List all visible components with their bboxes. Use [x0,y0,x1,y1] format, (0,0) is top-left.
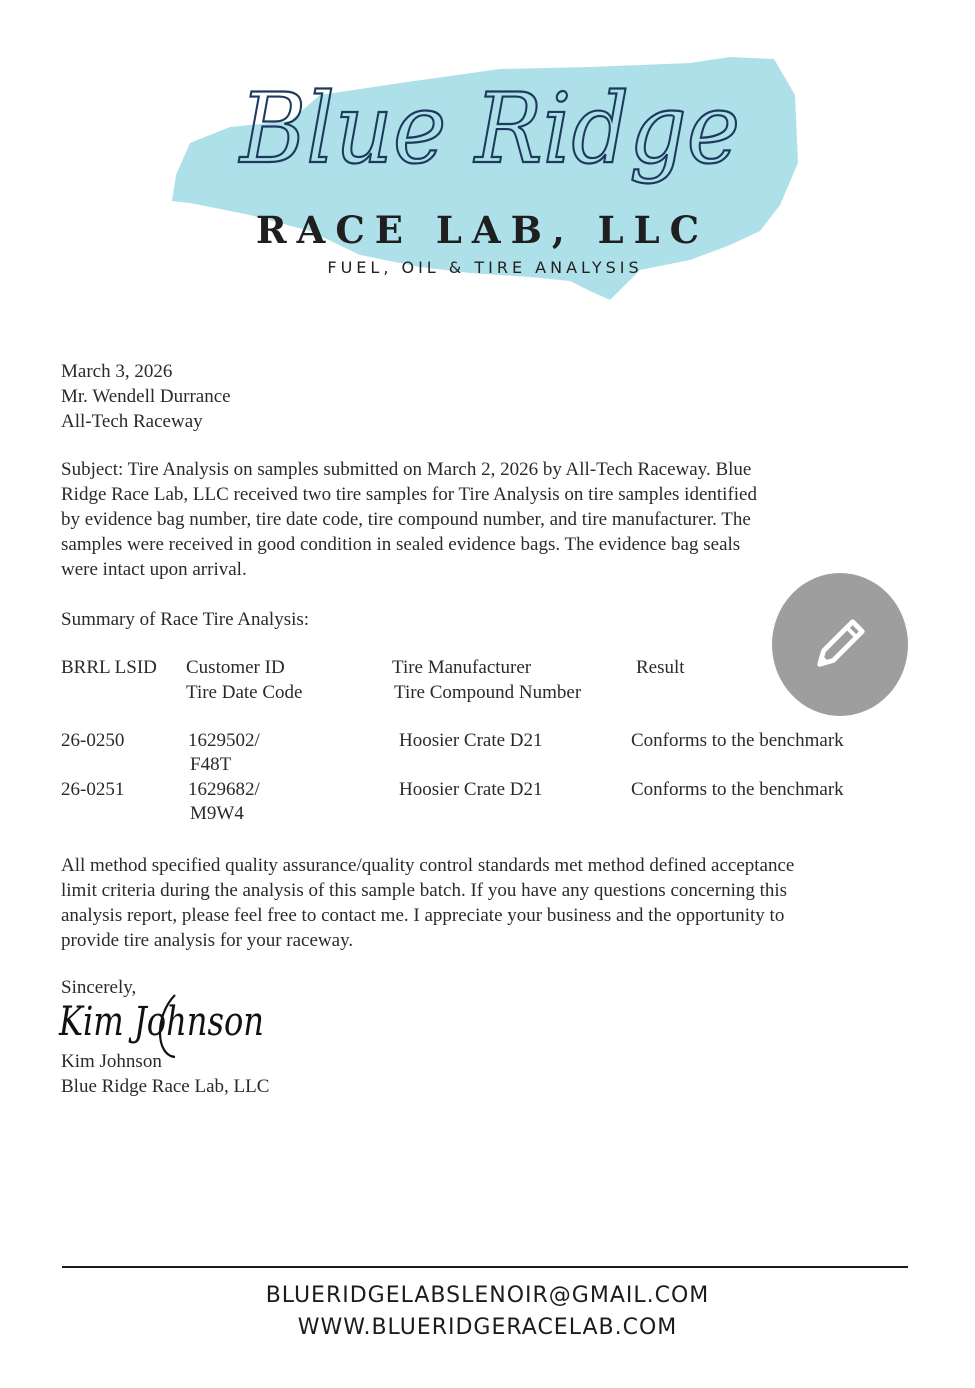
header-tire-date-code: Tire Date Code [186,682,303,703]
subject-line: Ridge Race Lab, LLC received two tire samples for Tire Analysis on tire samples identified [61,484,757,505]
cell-date-code: F48T [190,754,232,775]
subject-line: samples were received in good condition in sealed evidence bags. The evidence bag seals [61,534,741,555]
letter-date: March 3, 2026 [61,361,173,382]
logo-script-text: Blue Ridge [238,73,740,185]
closing-line: provide tire analysis for your raceway. [61,930,354,951]
cell-manufacturer: Hoosier Crate D21 [399,779,543,800]
cell-result: Conforms to the benchmark [631,730,844,751]
cell-lsid: 26-0251 [61,779,125,800]
valediction: Sincerely, [61,977,137,998]
subject-paragraph [61,457,901,582]
signer-organization: Blue Ridge Race Lab, LLC [61,1076,270,1097]
cell-result: Conforms to the benchmark [631,779,844,800]
cell-manufacturer: Hoosier Crate D21 [399,730,543,751]
subject-line: by evidence bag number, tire date code, tire compound number, and tire manufacturer. The [61,509,751,530]
closing-paragraph [61,853,901,953]
cell-customer-id: 1629682/ [188,779,260,800]
summary-heading: Summary of Race Tire Analysis: [61,609,310,630]
closing-line: All method specified quality assurance/quality control standards met method defined acceptance [61,855,795,876]
company-name: RACE LAB, LLC [255,208,710,252]
header-lsid: BRRL LSID [61,657,157,678]
cell-customer-id: 1629502/ [188,730,260,751]
pencil-icon [812,613,870,673]
cell-lsid: 26-0250 [61,730,125,751]
footer-divider [62,1266,908,1268]
closing-line: limit criteria during the analysis of this sample batch. If you have any questions concerning this [61,880,788,901]
edit-button[interactable] [772,573,908,716]
header-compound-number: Tire Compound Number [394,682,582,703]
closing-line: analysis report, please feel free to contact me. I appreciate your business and the opportunity to [61,905,785,926]
footer-email: BLUERIDGELABSLENOIR@GMAIL.COM [265,1283,710,1308]
letterhead [0,0,955,320]
signer-name: Kim Johnson [61,1051,162,1072]
header-customer-id: Customer ID [186,657,285,678]
table-row [0,728,955,778]
header-result: Result [636,657,685,678]
header-manufacturer: Tire Manufacturer [392,657,532,678]
footer-website: WWW.BLUERIDGERACELAB.COM [297,1315,678,1340]
company-tagline: FUEL, OIL & TIRE ANALYSIS [327,258,643,277]
subject-line: Subject: Tire Analysis on samples submitted on March 2, 2026 by All-Tech Raceway. Blue [61,459,752,480]
recipient-organization: All-Tech Raceway [61,411,203,432]
signature-graphic-text: Kim Johnson [58,999,264,1045]
cell-date-code: M9W4 [190,803,244,824]
subject-line: were intact upon arrival. [61,559,247,580]
table-row [0,777,955,827]
blue-ridge-script-logo [230,62,750,212]
recipient-name: Mr. Wendell Durrance [61,386,231,407]
